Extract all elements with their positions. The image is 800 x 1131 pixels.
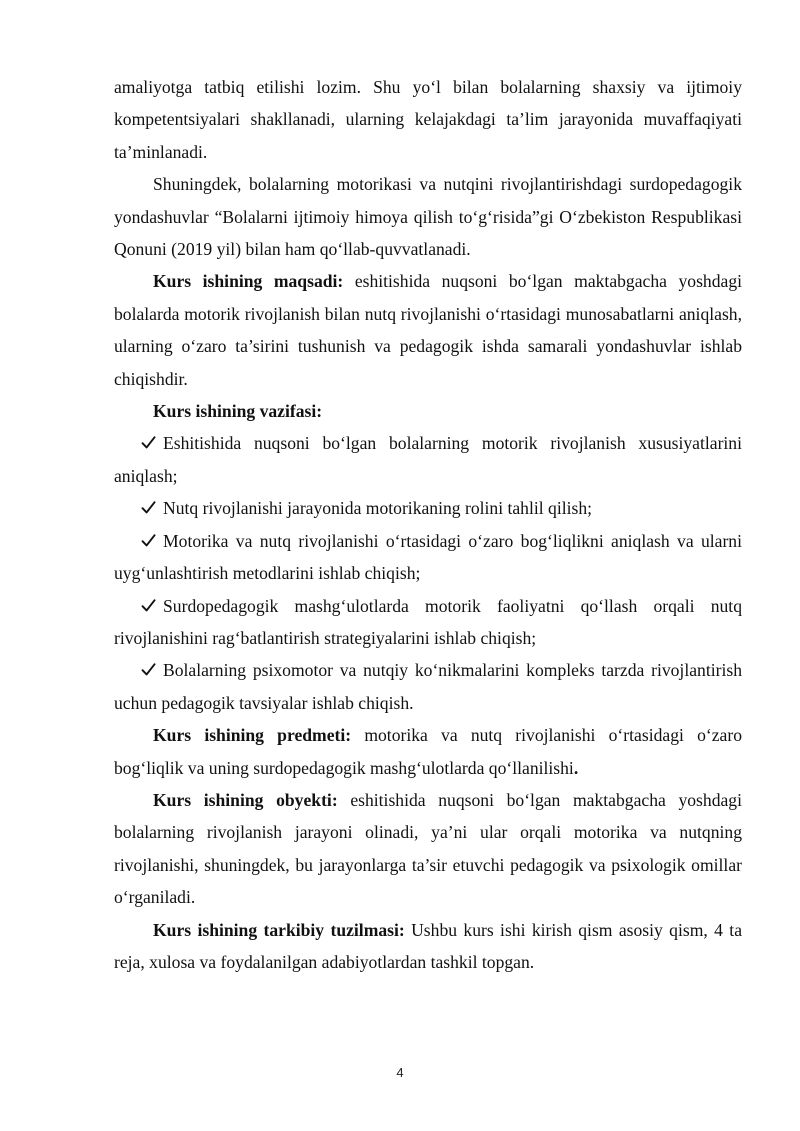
obyekt-text: eshitishida nuqsoni boʻlgan maktabgacha yoshdagi bolalarning rivojlanish jarayoni olinadi, ya’ni ular orqali motorika va nutqning rivojlanishi, shuningdek, bu jarayonlarga ta’sir etuvchi pedagogik va psixologik omillar oʻrganiladi. [114, 789, 742, 908]
paragraph-maqsad [114, 265, 742, 395]
vazifa-item-text: Eshitishida nuqsoni boʻlgan bolalarning motorik rivojlanish xususiyatlarini aniqlash; [114, 433, 742, 486]
maqsad-label: Kurs ishining maqsadi: [153, 271, 344, 292]
vazifa-list-item [114, 525, 742, 590]
paragraph-tarkib [114, 914, 742, 979]
vazifa-list-item [114, 654, 742, 719]
vazifa-list-item [114, 492, 742, 524]
predmet-end: . [573, 757, 579, 778]
paragraph-surdopedagogik-law: Shuningdek, bolalarning motorikasi va nutqini rivojlantirishdagi surdopedagogik yondashuvlar “Bolalarni ijtimoiy himoya qilish toʻgʻrisida”gi Oʻzbekiston Respublikasi Qonuni (2019 yil) bilan ham qoʻllab-quvvatlanadi. [114, 174, 742, 260]
document-page [114, 71, 742, 978]
tarkib-label: Kurs ishining tarkibiy tuzilmasi: [153, 919, 405, 940]
predmet-text: motorika va nutq rivojlanishi oʻrtasidagi oʻzaro bogʻliqlik va uning surdopedagogik mashgʻulotlarda qoʻllanilishi [114, 725, 742, 778]
vazifa-item-text: Nutq rivojlanishi jarayonida motorikaning rolini tahlil qilish; [163, 498, 593, 519]
paragraph-obyekt [114, 784, 742, 914]
vazifa-item-text: Surdopedagogik mashgʻulotlarda motorik faoliyatni qoʻllash orqali nutq rivojlanishini ragʻbatlantirish strategiyalarini ishlab chiqish; [114, 595, 742, 648]
checkmark-icon [141, 500, 156, 515]
paragraph-intro-continuation: amaliyotga tatbiq etilishi lozim. Shu yoʻl bilan bolalarning shaxsiy va ijtimoiy kompetentsiyalari shakllanadi, ularning kelajakdagi ta’lim jarayonida muvaffaqiyati ta’minlanadi. [114, 77, 742, 162]
vazifa-list-item [114, 590, 742, 655]
vazifa-heading: Kurs ishining vazifasi: [153, 401, 323, 422]
maqsad-text: eshitishida nuqsoni boʻlgan maktabgacha yoshdagi bolalarda motorik rivojlanish bilan nutq rivojlanishi oʻrtasidagi munosabatlarni aniqlash, ularning oʻzaro ta’sirini tushunish va pedagogik ishda samarali yondashuvlar ishlab chiqishdir. [114, 271, 743, 389]
vazifa-item-text: Bolalarning psixomotor va nutqiy koʻnikmalarini kompleks tarzda rivojlantirish uchun pedagogik tavsiyalar ishlab chiqish. [114, 660, 742, 713]
paragraph-predmet [114, 719, 742, 784]
tarkib-text: Ushbu kurs ishi kirish qism asosiy qism, 4 ta reja, xulosa va foydalanilgan adabiyotlardan tashkil topgan. [114, 919, 742, 972]
obyekt-label: Kurs ishining obyekti: [153, 789, 338, 810]
page-number: 4 [396, 1065, 404, 1080]
checkmark-icon [141, 435, 156, 450]
checkmark-icon [141, 662, 156, 677]
predmet-label: Kurs ishining predmeti: [153, 725, 352, 746]
checkmark-icon [141, 598, 156, 613]
vazifa-item-text: Motorika va nutq rivojlanishi oʻrtasidagi oʻzaro bogʻliqlikni aniqlash va ularni uygʻunlashtirish metodlarini ishlab chiqish; [114, 530, 742, 584]
checkmark-icon [141, 533, 156, 548]
vazifa-list-item [114, 427, 742, 492]
